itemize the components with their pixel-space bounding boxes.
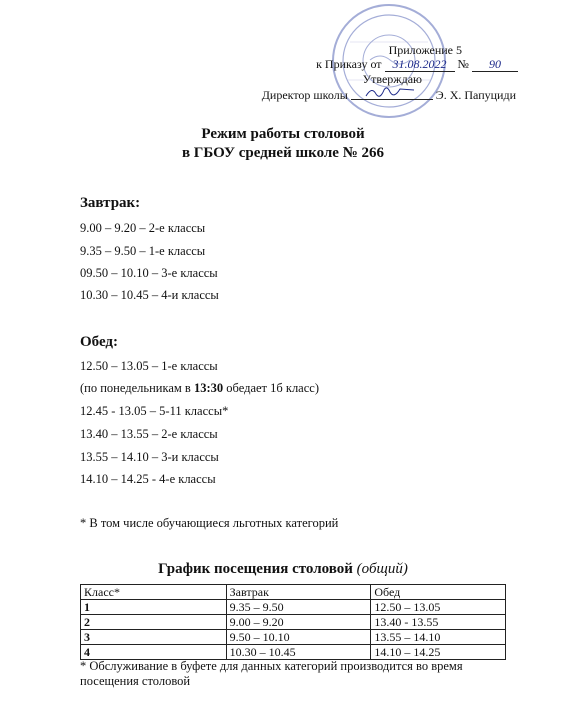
table-cell-breakfast: 9.35 – 9.50 [226, 600, 371, 615]
director-name: Э. Х. Папуциди [435, 88, 516, 102]
schedule-title [0, 561, 566, 578]
lunch-note-time: 13:30 [193, 381, 224, 395]
table-row [81, 645, 506, 660]
page-title: Режим работы столовой [201, 126, 365, 142]
lunch-item: 12.45 - 13.05 – 5-11 классы* [80, 404, 229, 418]
table-cell-class: 4 [81, 645, 227, 660]
lunch-note-suffix: обедает 1б класс) [223, 381, 319, 395]
breakfast-item: 09.50 – 10.10 – 3-е классы [80, 266, 218, 280]
schedule-title-note: (общий) [356, 561, 408, 577]
table-row [81, 615, 506, 630]
order-number-label: № [457, 57, 469, 71]
signature-scribble [362, 87, 422, 99]
column-header: Класс* [81, 585, 227, 600]
table-header-row [81, 585, 506, 600]
table-cell-class: 3 [81, 630, 227, 645]
appendix-label: Приложение 5 [388, 43, 462, 57]
lunch-monday-note [80, 381, 319, 396]
lunch-item: 12.50 – 13.05 – 1-е классы [80, 359, 218, 373]
table-cell-breakfast: 10.30 – 10.45 [226, 645, 371, 660]
lunch-item: 13.40 – 13.55 – 2-е классы [80, 427, 218, 441]
lunch-heading: Обед: [80, 334, 119, 350]
order-date: 31.08.2022 [385, 57, 455, 72]
breakfast-item: 10.30 – 10.45 – 4-и классы [80, 288, 219, 302]
table-cell-lunch: 13.55 – 14.10 [371, 630, 506, 645]
table-cell-lunch: 14.10 – 14.25 [371, 645, 506, 660]
column-header: Обед [371, 585, 506, 600]
breakfast-item: 9.35 – 9.50 – 1-е классы [80, 244, 206, 258]
table-cell-lunch: 13.40 - 13.55 [371, 615, 506, 630]
approved-label: Утверждаю [362, 72, 422, 86]
director-label: Директор школы [261, 88, 348, 102]
lunch-item: 14.10 – 14.25 - 4-е классы [80, 472, 216, 486]
lunch-note-prefix: (по понедельникам в [80, 381, 194, 395]
table-cell-class: 1 [81, 600, 227, 615]
schedule-title-main: График посещения столовой [158, 561, 353, 577]
order-prefix: к Приказу от [316, 57, 382, 71]
footnote-benefit-categories: * В том числе обучающиеся льготных категорий [80, 516, 339, 530]
table-row [81, 630, 506, 645]
breakfast-heading: Завтрак: [80, 195, 141, 211]
schedule-table [80, 584, 506, 660]
lunch-item: 13.55 – 14.10 – 3-и классы [80, 450, 219, 464]
director-signature [351, 87, 433, 100]
page-subtitle: в ГБОУ средней школе № 266 [181, 145, 385, 161]
order-line [316, 57, 518, 72]
order-number: 90 [472, 57, 518, 72]
column-header: Завтрак [226, 585, 371, 600]
table-cell-breakfast: 9.50 – 10.10 [226, 630, 371, 645]
table-cell-breakfast: 9.00 – 9.20 [226, 615, 371, 630]
table-cell-lunch: 12.50 – 13.05 [371, 600, 506, 615]
director-line [262, 87, 516, 102]
table-cell-class: 2 [81, 615, 227, 630]
breakfast-item: 9.00 – 9.20 – 2-е классы [80, 221, 206, 235]
table-row [81, 600, 506, 615]
footnote-buffet: * Обслуживание в буфете для данных категорий производится во время посещения столовой [80, 659, 463, 688]
